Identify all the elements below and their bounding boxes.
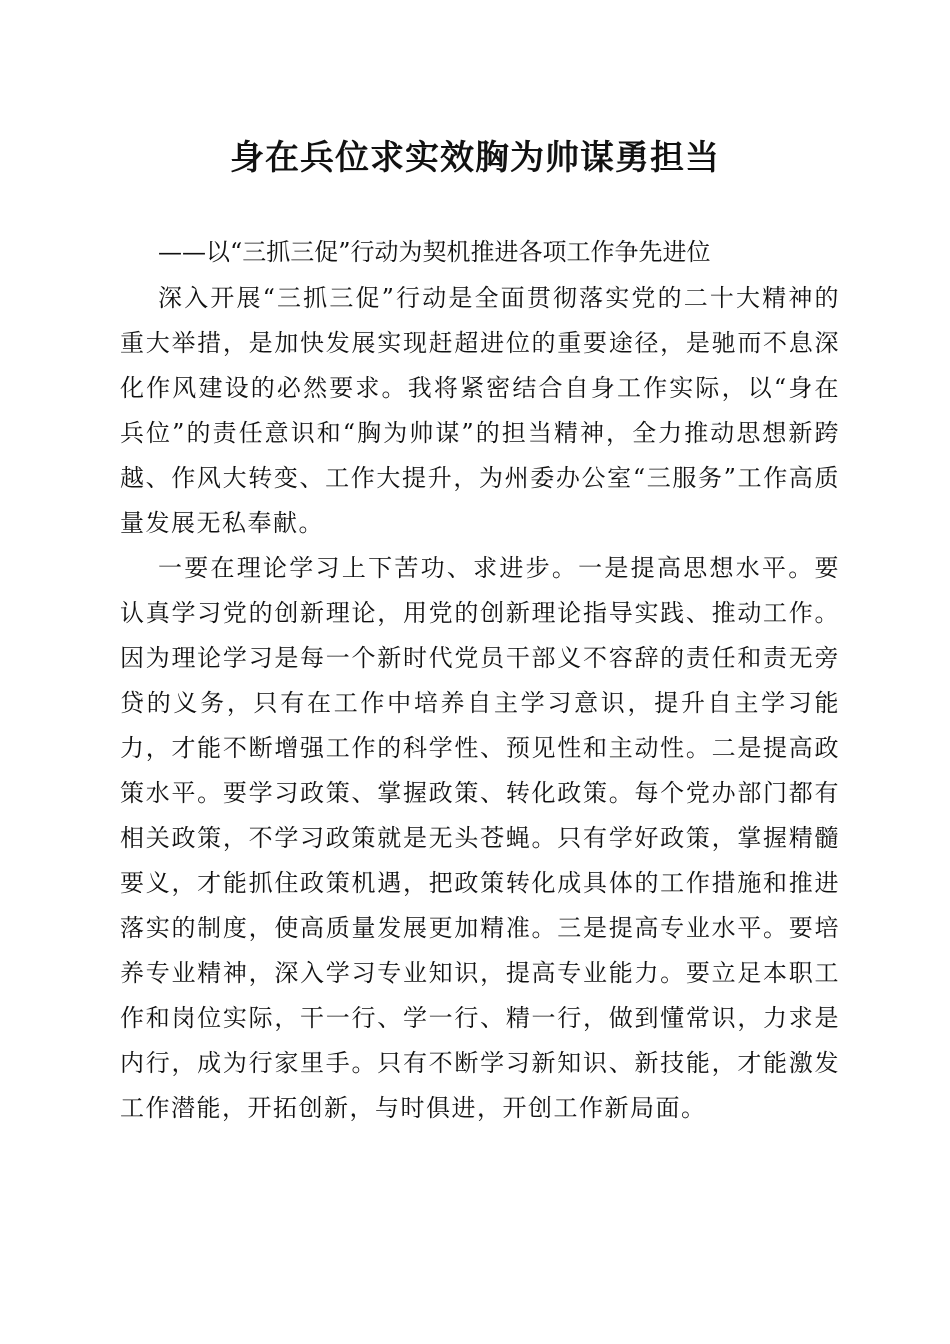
document-subtitle: ——以“三抓三促”行动为契机推进各项工作争先进位 — [158, 238, 711, 266]
body-paragraph-1: 深入开展“三抓三促”行动是全面贯彻落实党的二十大精神的重大举措，是加快发展实现赶超进位的重要途径，是驰而不息深化作风建设的必然要求。我将紧密结合自身工作实际，以“身在兵位”的责任意识和“胸为帅谋”的担当精神，全力推动思想新跨越、作风大转变、工作大提升，为州委办公室“三服务”工作高质量发展无私奉献。 — [120, 284, 840, 537]
document-title: 身在兵位求实效胸为帅谋勇担当 — [230, 138, 720, 178]
body-paragraph-2: 一要在理论学习上下苦功、求进步。一是提高思想水平。要认真学习党的创新理论，用党的创新理论指导实践、推动工作。因为理论学习是每一个新时代党员干部义不容辞的责任和责无旁贷的义务，只有在工作中培养自主学习意识，提升自主学习能力，才能不断增强工作的科学性、预见性和主动性。二是提高政策水平。要学习政策、掌握政策、转化政策。每个党办部门都有相关政策，不学习政策就是无头苍蝇。只有学好政策，掌握精髓要义，才能抓住政策机遇，把政策转化成具体的工作措施和推进落实的制度，使高质量发展更加精准。三是提高专业水平。要培养专业精神，深入学习专业知识，提高专业能力。要立足本职工作和岗位实际，干一行、学一行、精一行，做到懂常识，力求是内行，成为行家里手。只有不断学习新知识、新技能，才能激发工作潜能，开拓创新，与时俱进，开创工作新局面。 — [120, 554, 840, 1122]
